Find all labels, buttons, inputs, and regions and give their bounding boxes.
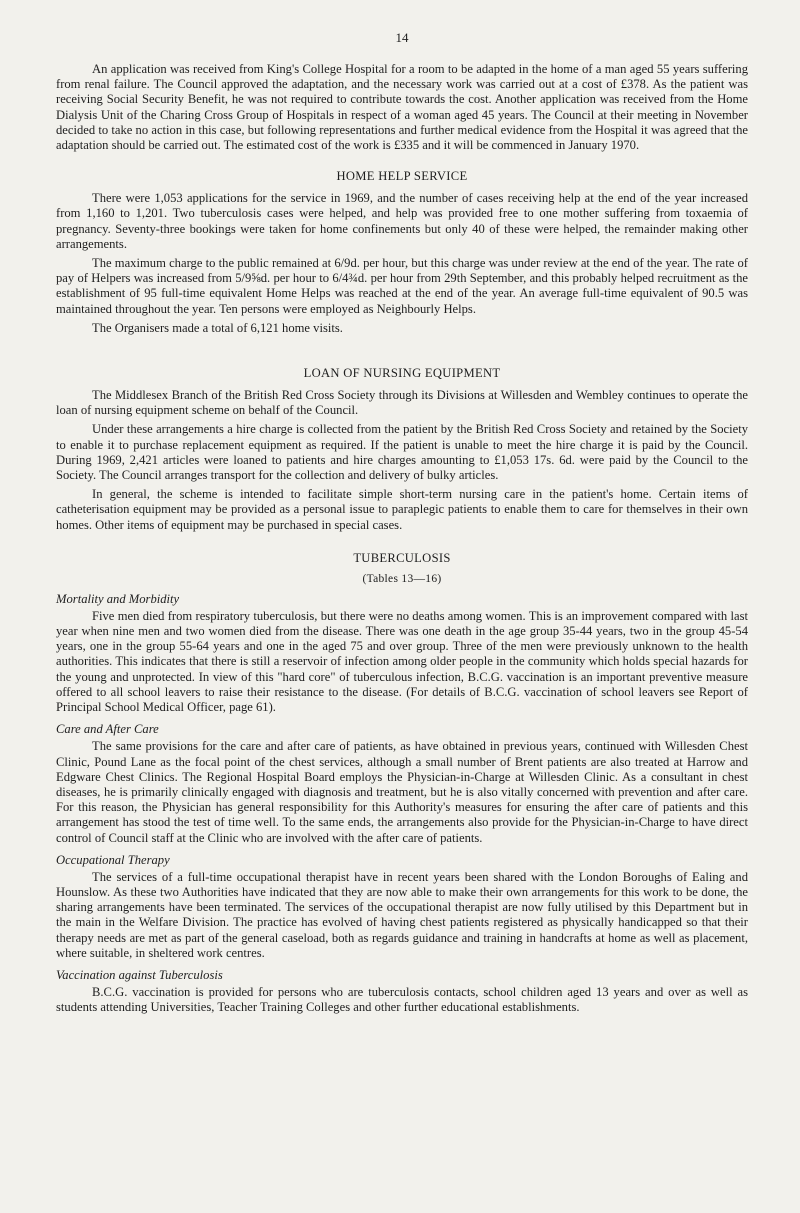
section-title-vaccination: Vaccination against Tuberculosis bbox=[56, 967, 223, 982]
vaccination-paragraph: B.C.G. vaccination is provided for persons who are tuberculosis contacts, school children aged 13 years and over as well as students attending Universities, Teacher Training Colleges and other further educational establishments. bbox=[56, 984, 748, 1015]
intro-paragraph: An application was received from King's College Hospital for a room to be adapted in the home of a man aged 55 years suffering from renal failure. The Council approved the adaptation, and the necessary work was carried out at a cost of £378. As the patient was receiving Social Security Benefit, he was not required to contribute towards the cost. Another application was received from the Home Dialysis Unit of the Charing Cross Group of Hospitals in respect of a woman aged 45 years. The Council at their meeting in November decided to take no action in this case, but following representations and further medical evidence from the Hospital it was agreed that the adaptation should be carried out. The estimated cost of the work is £335 and it will be commenced in January 1970. bbox=[56, 62, 748, 153]
section-title-after-care: Care and After Care bbox=[56, 722, 159, 737]
nursing-equipment-paragraph: In general, the scheme is intended to facilitate simple short-term nursing care in the patient's home. Certain items of catheterisation equipment may be provided as a personal issue to paraplegic patients to enable them to care for themselves in their own homes. Other items of equipment may be purchased in special cases. bbox=[56, 487, 748, 532]
tuberculosis-tables-reference: (Tables 13—16) bbox=[362, 572, 442, 585]
after-care-paragraph: The same provisions for the care and after care of patients, as have obtained in previous years, continued with Willesden Chest Clinic, Pound Lane as the focal point of the chest services, although a small number of Brent patients are also treated at Harrow and Edgware Chest Clinics. The Regional Hospital Board employs the Physician-in-Charge at Willesden Clinic. As a consultant in chest diseases, he is primarily clinically engaged with diagnosis and treatment, but he is also vitally concerned with prevention and after care. For this reason, the Physician has general responsibility for this Authority's measures for ensuring the after care of patients and this arrangement has stood the test of time well. To the same ends, the arrangements also provide for the Physician-in-Charge to have direct control of Council staff at the Clinic who are involved with the after care of patients. bbox=[56, 739, 748, 845]
nursing-equipment-paragraph: The Middlesex Branch of the British Red Cross Society through its Divisions at Willesden and Wembley continues to operate the loan of nursing equipment scheme on behalf of the Council. bbox=[56, 388, 748, 418]
home-help-paragraph: There were 1,053 applications for the service in 1969, and the number of cases receiving help at the end of the year increased from 1,160 to 1,201. Two tuberculosis cases were helped, and help was provided free to one mother suffering from toxaemia of pregnancy. Seventy-three bookings were taken for home confinements but only 40 of these were helped, the remainder making other arrangements. bbox=[56, 191, 748, 251]
section-title-mortality: Mortality and Morbidity bbox=[56, 591, 180, 606]
home-help-heading: HOME HELP SERVICE bbox=[336, 169, 468, 184]
occupational-therapy-paragraph: The services of a full-time occupational therapist have in recent years been shared with the London Boroughs of Ealing and Hounslow. As these two Authorities have indicated that they are now able to make their own arrangements for this work to be done, the sharing arrangements have been terminated. The services of the occupational therapist are now fully utilised by this Department but in the main in the Welfare Division. The practice has evolved of having chest patients registered as physically handicapped so that their therapy needs are met as part of the general caseload, both as regards guidance and training in handcrafts at home as well as placement, where suitable, in sheltered work centres. bbox=[56, 869, 748, 960]
home-help-paragraph: The maximum charge to the public remained at 6/9d. per hour, but this charge was under review at the end of the year. The rate of pay of Helpers was increased from 5/9⅝d. per hour to 6/4¾d. per hour from 29th September, and this probably helped recruitment as the establishment of 95 full-time equivalent Home Helps was reached at the end of the year. An average full-time equivalent of 90.5 was maintained throughout the year. Ten persons were employed as Neighbourly Helps. bbox=[56, 256, 748, 316]
home-help-paragraph: The Organisers made a total of 6,121 home visits. bbox=[92, 320, 343, 335]
tuberculosis-heading: TUBERCULOSIS bbox=[353, 550, 451, 565]
nursing-equipment-paragraph: Under these arrangements a hire charge is collected from the patient by the British Red Cross Society and retained by the Society to enable it to purchase replacement equipment as required. If the patient is unable to meet the hire charge it is paid by the Council. During 1969, 2,421 articles were loaned to patients and hire charges amounting to £1,053 17s. 6d. were paid by the Council to the Society. The Council arranges transport for the collection and delivery of bulky articles. bbox=[56, 422, 748, 483]
page-number: 14 bbox=[395, 30, 409, 45]
mortality-paragraph: Five men died from respiratory tuberculosis, but there were no deaths among women. This is an improvement compared with last year when nine men and two women died from the disease. There was one death in the age group 35-44 years, two in the group 45-54 years, one in the group 55-64 years and one in the aged 75 and over group. Three of the men were previously unknown to the health authorities. This indicates that there is still a reservoir of infection among older people in the community which holds special hazards for the young and unprotected. In view of this "hard core" of tuberculous infection, B.C.G. vaccination is an important preventive measure offered to all school leavers to raise their resistance to the disease. (For details of B.C.G. vaccination of school leavers see Report of Principal School Medical Officer, page 61). bbox=[56, 608, 748, 715]
nursing-equipment-heading: LOAN OF NURSING EQUIPMENT bbox=[303, 366, 501, 381]
section-title-occupational-therapy: Occupational Therapy bbox=[56, 852, 170, 867]
